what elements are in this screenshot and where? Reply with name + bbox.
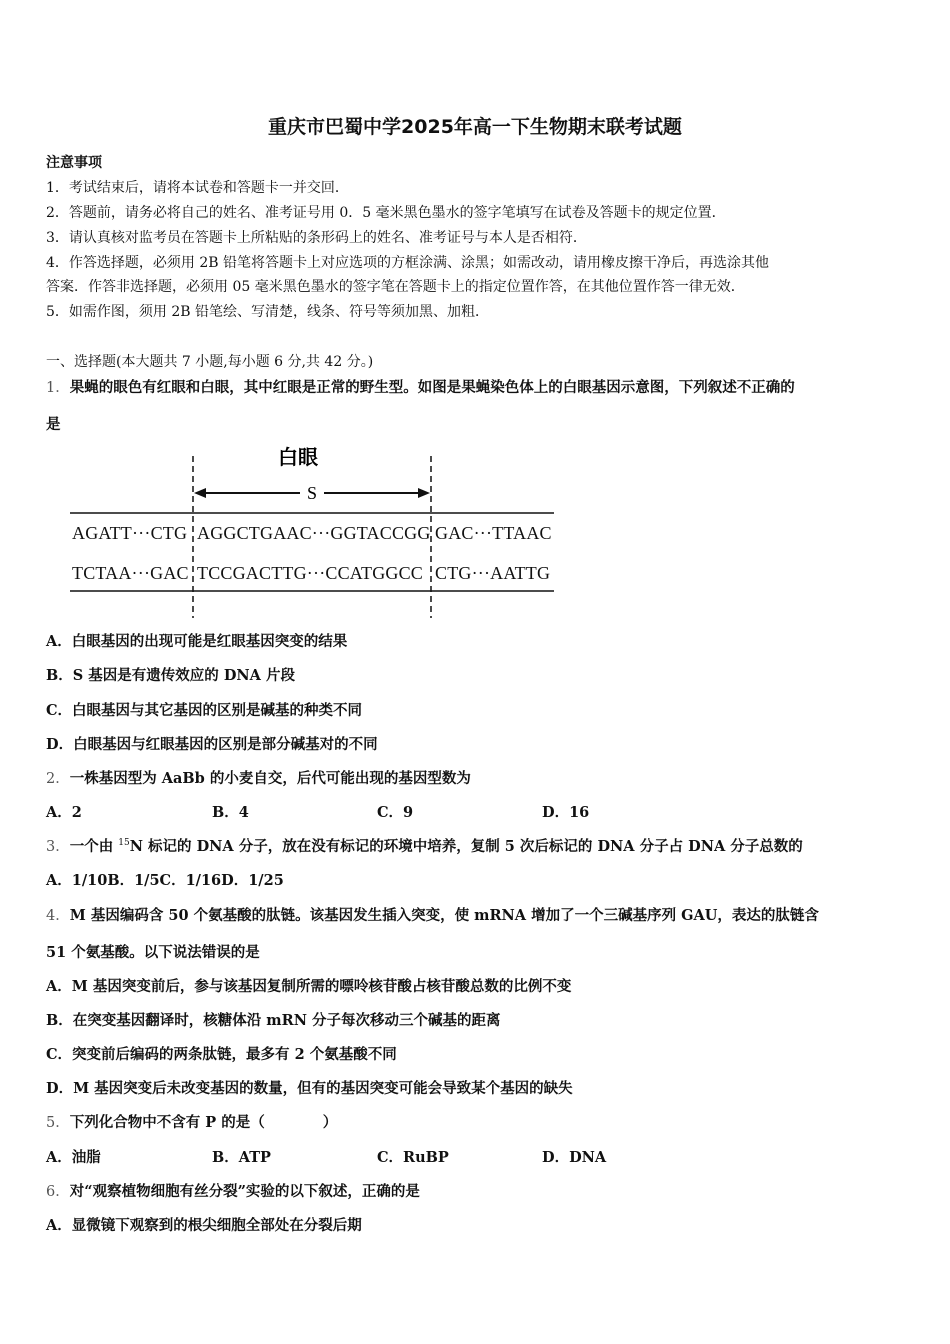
notice-item: 答案．作答非选择题，必须用 05 毫米黑色墨水的签字笔在答题卡上的指定位置作答，在其他位置作答一律无效． [46,279,745,295]
option-b: B．在突变基因翻译时，核糖体沿 mRN 分子每次移动三个碱基的距离 [46,1012,501,1029]
question-text: M 基因编码含 50 个氨基酸的肽链。该基因发生插入突变，使 mRNA 增加了一个三碱基序列 GAU，表达的肽链含 [69,907,819,924]
question-6 [46,1180,420,1201]
question-number: 1． [46,380,70,396]
seq-bottom-right: CTG···AATTG [435,563,551,583]
option-a: A．2 [46,804,82,821]
option-c: C．白眼基因与其它基因的区别是碱基的种类不同 [46,702,363,719]
option-c: C．9 [377,804,414,821]
option-a: A．油脂 [46,1149,101,1166]
question-3 [46,835,803,856]
option-b: B．4 [212,804,249,821]
white-eye-gene-diagram [60,440,560,620]
page-title: 重庆市巴蜀中学2025年高一下生物期末联考试题 [268,116,682,138]
notice-item: 2．答题前，请务必将自己的姓名、准考证号用 0．5 毫米黑色墨水的签字笔填写在试卷及答题卡的规定位置． [46,205,726,221]
notice-item: 5．如需作图，须用 2B 铅笔绘、写清楚，线条、符号等须加黑、加粗． [46,304,490,320]
question-2 [46,767,471,788]
options-inline: A．1/10B．1/5C．1/16D．1/25 [46,872,284,889]
option-d: D．M 基因突变后未改变基因的数量，但有的基因突变可能会导致某个基因的缺失 [46,1080,573,1097]
option-a: A．白眼基因的出现可能是红眼基因突变的结果 [46,633,348,650]
question-text: N 标记的 DNA 分子，放在没有标记的环境中培养，复制 5 次后标记的 DNA 分子占 DNA 分子总数的 [129,838,803,855]
option-a: A．M 基因突变前后，参与该基因复制所需的嘌呤核苷酸占核苷酸总数的比例不变 [46,978,572,995]
isotope-superscript: 15 [118,838,130,849]
option-a: A．显微镜下观察到的根尖细胞全部处在分裂后期 [46,1217,362,1234]
option-d: D．16 [542,804,590,821]
question-text: 下列化合物中不含有 P 的是（ ） [69,1114,338,1131]
option-c: C．RuBP [377,1149,449,1166]
question-5 [46,1111,337,1132]
question-text-pre: 一个由 [69,838,119,855]
question-4 [46,904,819,925]
notice-item: 3．请认真核对监考员在答题卡上所粘贴的条形码上的姓名、准考证号与本人是否相符． [46,230,587,246]
arrowhead-right [418,488,430,498]
section-heading: 一、选择题(本大题共 7 小题,每小题 6 分,共 42 分。) [46,354,374,370]
option-b: B．ATP [212,1149,271,1166]
question-number: 5． [46,1115,70,1131]
question-number: 4． [46,908,70,924]
option-c: C．突变前后编码的两条肽链，最多有 2 个氨基酸不同 [46,1046,397,1063]
seq-bottom-mid: TCCGACTTG···CCATGGCC [197,563,424,583]
question-text: 果蝇的眼色有红眼和白眼，其中红眼是正常的野生型。如图是果蝇染色体上的白眼基因示意图，下列叙述不正确的 [69,379,795,396]
option-d: D．白眼基因与红眼基因的区别是部分碱基对的不同 [46,736,378,753]
question-number: 2． [46,771,70,787]
question-text: 一株基因型为 AaBb 的小麦自交，后代可能出现的基因型数为 [69,770,471,787]
question-1 [46,376,795,397]
question-text-cont: 51 个氨基酸。以下说法错误的是 [46,944,260,961]
seq-top-left: AGATT···CTG [72,523,188,543]
question-text-cont: 是 [46,416,61,433]
seq-top-mid: AGGCTGAAC···GGTACCGG [197,523,431,543]
gene-label: 白眼 [278,445,318,469]
option-d: D．DNA [542,1149,607,1166]
notice-heading: 注意事项 [46,155,102,171]
seq-bottom-left: TCTAA···GAC [72,563,189,583]
s-label: S [306,483,318,503]
notice-item: 4．作答选择题，必须用 2B 铅笔将答题卡上对应选项的方框涂满、涂黑；如需改动，请用橡皮擦干净后，再选涂其他 [46,255,769,271]
seq-top-right: GAC···TTAAC [435,523,552,543]
question-number: 3． [46,839,70,855]
notice-item: 1．考试结束后，请将本试卷和答题卡一并交回． [46,180,349,196]
option-b: B．S 基因是有遗传效应的 DNA 片段 [46,667,295,684]
arrowhead-left [194,488,206,498]
question-number: 6． [46,1184,70,1200]
question-text: 对“观察植物细胞有丝分裂”实验的以下叙述，正确的是 [69,1183,420,1200]
